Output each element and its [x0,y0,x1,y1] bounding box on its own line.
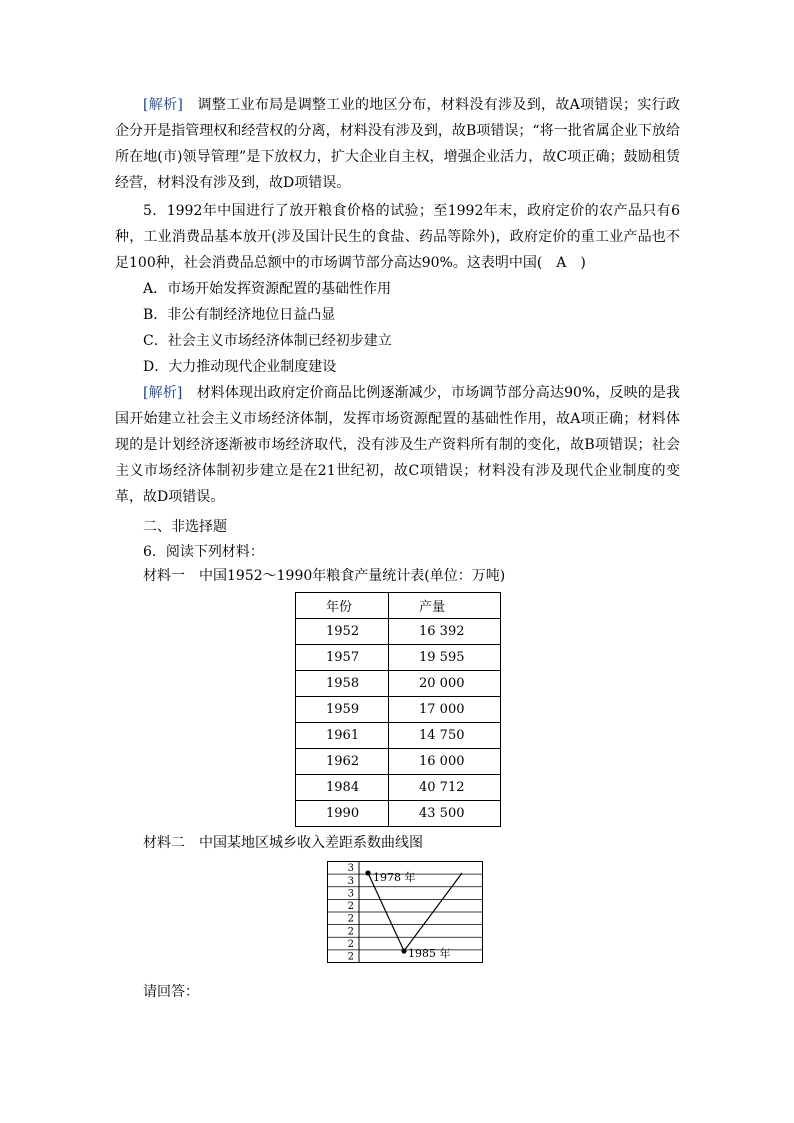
section-title: 二、非选择题 [143,519,227,535]
chart-point-1985 [401,948,406,953]
chart-tick-label: 2 [347,913,354,925]
table-row [296,645,501,671]
table-cell: 1962 [296,749,389,775]
table-cell: 14 750 [389,723,501,749]
table-cell: 19 595 [389,645,501,671]
table-cell: 20 000 [389,671,501,697]
grain-table [295,592,501,827]
table-header: 年份 [296,593,389,619]
chart-tick-label: 2 [347,938,354,950]
option-b: B．非公有制经济地位日益凸显 [143,307,336,323]
analysis-text: 调整工业布局是调整工业的地区分布，材料没有涉及到，故A项错误；实行政企分开是指管理权和经营权的分离，材料没有涉及到，故B项错误；“将一批省属企业下放给所在地(市)领导管理”是下放权力，扩大企业自主权，增强企业活力，故C项正确；鼓励租赁经营，材料没有涉及到，故D项错误。 [115,97,680,191]
option-a: A．市场开始发挥资源配置的基础性作用 [143,281,392,297]
table-cell: 40 712 [389,775,501,801]
annotation-1978: 1978 年 [373,871,416,884]
table-header-row [296,593,501,619]
option-d: D．大力推动现代企业制度建设 [143,359,337,375]
question-5-stem: 5．1992年中国进行了放开粮食价格的试验；至1992年末，政府定价的农产品只有6种，工业消费品基本放开(涉及国计民生的食盐、药品等除外)，政府定价的重工业产品也不足100种，社会消费品总额中的市场调节部分高达90%。这表明中国( A ) [115,203,680,271]
table-cell: 43 500 [389,801,501,827]
table-cell: 1990 [296,801,389,827]
chart-tick-label: 3 [347,875,354,887]
table-cell: 17 000 [389,697,501,723]
analysis-text: 材料体现出政府定价商品比例逐渐减少，市场调节部分高达90%，反映的是我国开始建立社会主义市场经济体制，发挥市场资源配置的基础性作用，故A项正确；材料体现的是计划经济逐渐被市场经济取代，没有涉及生产资料所有制的变化，故B项错误；社会主义市场经济体制初步建立是在21世纪初，故C项错误；材料没有涉及现代企业制度的变革，故D项错误。 [115,385,680,505]
chart-tick-labels [348,863,354,962]
table-row [296,775,501,801]
material-1-title: 材料一 中国1952～1990年粮食产量统计表(单位：万吨) [143,568,506,584]
chart-tick-label: 3 [347,888,354,900]
option-c: C．社会主义市场经济体制已经初步建立 [143,333,392,349]
question-6-prompt: 请回答： [143,984,199,1000]
income-gap-chart [327,861,487,965]
chart-tick-label: 2 [347,926,354,938]
table-cell: 1984 [296,775,389,801]
table-cell: 1958 [296,671,389,697]
page-content [115,92,680,1005]
table-row [296,671,501,697]
table-row [296,749,501,775]
chart-svg [327,861,487,965]
table-header: 产量 [389,593,501,619]
table-cell: 16 000 [389,749,501,775]
question-6-stem: 6．阅读下列材料： [143,544,264,560]
chart-tick-label: 2 [347,901,354,912]
table-row [296,723,501,749]
table-row [296,697,501,723]
chart-tick-label: 2 [347,951,354,963]
table-cell: 1961 [296,723,389,749]
table-row [296,619,501,645]
table-cell: 16 392 [389,619,501,645]
table-cell: 1959 [296,697,389,723]
table-row [296,801,501,827]
analysis-5 [115,380,680,510]
annotation-1985: 1985 年 [408,947,451,960]
table-cell: 1957 [296,645,389,671]
analysis-tag: [解析] [143,97,183,113]
analysis-4 [115,92,680,196]
table-cell: 1952 [296,619,389,645]
material-2-title: 材料二 中国某地区城乡收入差距系数曲线图 [143,835,423,851]
chart-tick-label: 3 [347,863,354,875]
analysis-tag: [解析] [143,385,183,401]
chart-point-1978 [365,870,370,875]
